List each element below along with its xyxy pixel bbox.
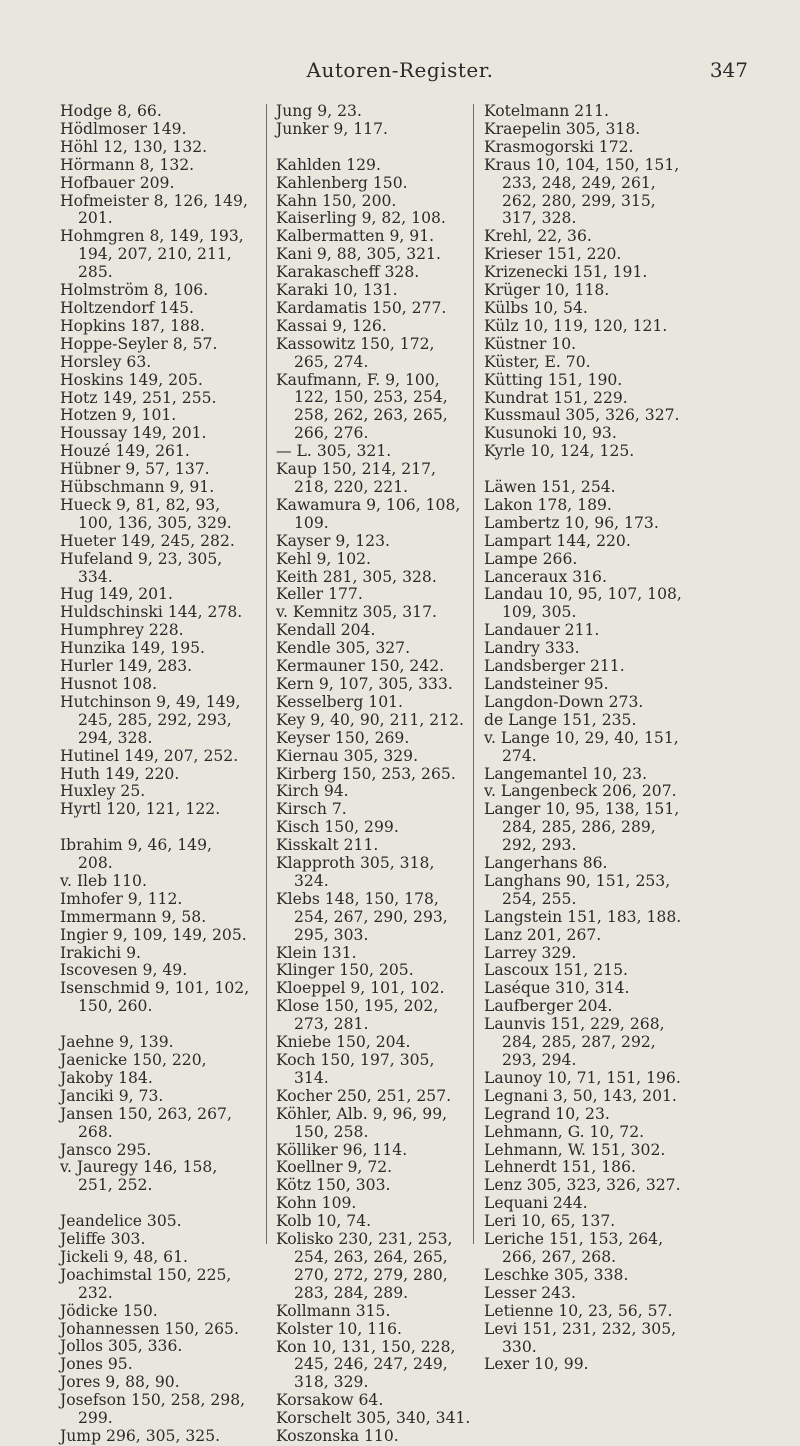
- index-entry: Hotzen 9, 101.: [60, 406, 177, 425]
- index-entry: Landauer 211.: [484, 621, 600, 640]
- index-entry: Kusunoki 10, 93.: [484, 424, 617, 443]
- index-entry: Humphrey 228.: [60, 621, 184, 640]
- index-entry: Jansen 150, 263, 267, 268.: [60, 1104, 232, 1141]
- index-entry: Külz 10, 119, 120, 121.: [484, 316, 668, 335]
- index-entry: Jansco 295.: [60, 1140, 152, 1159]
- column-divider: [473, 104, 474, 1244]
- index-entry: Legrand 10, 23.: [484, 1104, 610, 1123]
- index-entry: Hutchinson 9, 49, 149, 245, 285, 292, 293, 294, 328.: [60, 692, 241, 747]
- index-entry: Lakon 178, 189.: [484, 495, 612, 514]
- index-entry: Lesser 243.: [484, 1283, 576, 1302]
- index-entry: Langer 10, 95, 138, 151, 284, 285, 286, 289, 292, 293.: [484, 800, 680, 855]
- index-entry: Külbs 10, 54.: [484, 298, 588, 317]
- index-entry: Klose 150, 195, 202, 273, 281.: [276, 997, 439, 1034]
- index-entry: Iscovesen 9, 49.: [60, 961, 188, 980]
- index-entry: Landsberger 211.: [484, 657, 625, 676]
- index-entry: Kahlden 129.: [276, 155, 381, 174]
- index-entry: Horsley 63.: [60, 352, 152, 371]
- index-entry: Krasmogorski 172.: [484, 137, 634, 156]
- index-entry: Krüger 10, 118.: [484, 281, 610, 300]
- index-entry: Kötz 150, 303.: [276, 1176, 391, 1195]
- index-entry: — L. 305, 321.: [276, 442, 392, 461]
- index-entry: Junker 9, 117.: [276, 119, 388, 138]
- index-entry: Jickeli 9, 48, 61.: [60, 1247, 188, 1266]
- index-entry: Kyrle 10, 124, 125.: [484, 442, 635, 461]
- index-entry: Huth 149, 220.: [60, 764, 180, 783]
- index-entry: Langerhans 86.: [484, 854, 608, 873]
- index-entry: Keller 177.: [276, 585, 363, 604]
- index-entry: Küster, E. 70.: [484, 352, 591, 371]
- index-entry: Jung 9, 23.: [276, 102, 362, 120]
- index-entry: Laséque 310, 314.: [484, 979, 630, 998]
- index-entry: Langdon-Down 273.: [484, 692, 644, 711]
- index-entry: Kon 10, 131, 150, 228, 245, 246, 247, 249, 318, 329.: [276, 1337, 456, 1392]
- index-entry: Kayser 9, 123.: [276, 531, 390, 550]
- index-entry: Jores 9, 88, 90.: [60, 1373, 180, 1392]
- index-entry: Jones 95.: [60, 1355, 133, 1374]
- index-entry: Key 9, 40, 90, 211, 212.: [276, 710, 464, 729]
- index-entry: Krieser 151, 220.: [484, 245, 622, 264]
- index-entry: Lanz 201, 267.: [484, 925, 602, 944]
- index-entry: Johannessen 150, 265.: [60, 1319, 239, 1338]
- index-entry: Ingier 9, 109, 149, 205.: [60, 925, 247, 944]
- index-entry: Irakichi 9.: [60, 943, 141, 962]
- index-entry: Küstner 10.: [484, 334, 577, 353]
- index-entry: Kolster 10, 116.: [276, 1319, 402, 1338]
- index-entry: Kniebe 150, 204.: [276, 1033, 411, 1052]
- index-entry: Imhofer 9, 112.: [60, 889, 183, 908]
- index-entry: Kisch 150, 299.: [276, 818, 399, 837]
- index-entry: Huxley 25.: [60, 782, 146, 801]
- index-entry: Karaki 10, 131.: [276, 281, 398, 300]
- index-entry: Kermauner 150, 242.: [276, 657, 445, 676]
- index-entry: Langstein 151, 183, 188.: [484, 907, 682, 926]
- index-entry: Kussmaul 305, 326, 327.: [484, 406, 680, 425]
- index-entry: Hoskins 149, 205.: [60, 370, 203, 389]
- index-entry: Landau 10, 95, 107, 108, 109, 305.: [484, 585, 682, 622]
- index-entry: Leri 10, 65, 137.: [484, 1212, 616, 1231]
- index-entry: Husnot 108.: [60, 675, 158, 693]
- index-entry: Landry 333.: [484, 639, 580, 658]
- index-entry: Hopkins 187, 188.: [60, 316, 205, 335]
- index-entry: Legnani 3, 50, 143, 201.: [484, 1086, 677, 1105]
- index-entry: Kütting 151, 190.: [484, 370, 623, 389]
- index-entry: Koch 150, 197, 305, 314.: [276, 1051, 435, 1087]
- index-entry: Kardamatis 150, 277.: [276, 298, 447, 317]
- index-entry: Kocher 250, 251, 257.: [276, 1086, 452, 1105]
- index-entry: Klapproth 305, 318, 324.: [276, 854, 435, 890]
- index-entry: Kassowitz 150, 172, 265, 274.: [276, 334, 435, 371]
- index-entry: Leriche 151, 153, 264, 266, 267, 268.: [484, 1230, 664, 1266]
- index-entry: Hyrtl 120, 121, 122.: [60, 800, 221, 819]
- index-entry: Leschke 305, 338.: [484, 1265, 629, 1284]
- index-entry: Holmström 8, 106.: [60, 281, 209, 300]
- index-entry: Kaiserling 9, 82, 108.: [276, 209, 446, 228]
- index-entry: Kohn 109.: [276, 1194, 357, 1213]
- page-title: Autoren-Register.: [306, 58, 494, 82]
- index-entry: Launoy 10, 71, 151, 196.: [484, 1068, 681, 1087]
- index-entry: de Lange 151, 235.: [484, 710, 637, 729]
- index-entry: Kassai 9, 126.: [276, 316, 387, 335]
- index-entry: Jaehne 9, 139.: [60, 1033, 174, 1052]
- index-entry: Launvis 151, 229, 268, 284, 285, 287, 292, 293, 294.: [484, 1015, 665, 1070]
- index-entry: Kani 9, 88, 305, 321.: [276, 245, 441, 264]
- index-entry: Kolb 10, 74.: [276, 1212, 372, 1231]
- index-entry: Larrey 329.: [484, 943, 577, 962]
- index-entry: Klebs 148, 150, 178, 254, 267, 290, 293, 295, 303.: [276, 889, 448, 944]
- index-column-1: [60, 103, 250, 1446]
- index-entry: Kehl 9, 102.: [276, 549, 372, 568]
- index-entry: Kawamura 9, 106, 108, 109.: [276, 495, 461, 532]
- index-entry: Jödicke 150.: [60, 1301, 158, 1320]
- index-entry: Kahlenberg 150.: [276, 173, 408, 192]
- index-entry: v. Lange 10, 29, 40, 151, 274.: [484, 728, 679, 765]
- index-entry: Houzé 149, 261.: [60, 442, 190, 461]
- index-entry: Krizenecki 151, 191.: [484, 263, 648, 282]
- index-entry: Hueck 9, 81, 82, 93, 100, 136, 305, 329.: [60, 495, 232, 532]
- index-entry: Kendall 204.: [276, 621, 376, 640]
- column-divider: [266, 104, 267, 1244]
- index-entry: Hohmgren 8, 149, 193, 194, 207, 210, 211, 285.: [60, 227, 244, 282]
- index-entry: Kotelmann 211.: [484, 102, 609, 120]
- index-entry: Klinger 150, 205.: [276, 961, 414, 980]
- index-entry: Kollmann 315.: [276, 1301, 391, 1320]
- index-entry: Levi 151, 231, 232, 305, 330.: [484, 1319, 677, 1356]
- index-entry: Hofbauer 209.: [60, 173, 175, 192]
- index-entry: Kirberg 150, 253, 265.: [276, 764, 456, 783]
- index-entry: Langemantel 10, 23.: [484, 764, 648, 783]
- index-entry: Keith 281, 305, 328.: [276, 567, 437, 586]
- index-entry: Lampart 144, 220.: [484, 531, 631, 550]
- index-entry: Letienne 10, 23, 56, 57.: [484, 1301, 673, 1320]
- index-entry: Houssay 149, 201.: [60, 424, 207, 443]
- index-entry: Kölliker 96, 114.: [276, 1140, 408, 1159]
- index-entry: Kahn 150, 200.: [276, 191, 397, 210]
- index-entry: Koszonska 110.: [276, 1427, 399, 1446]
- index-entry: Hotz 149, 251, 255.: [60, 388, 217, 407]
- index-entry: Hunzika 149, 195.: [60, 639, 205, 658]
- index-entry: Hörmann 8, 132.: [60, 155, 195, 174]
- index-entry: Lascoux 151, 215.: [484, 961, 628, 980]
- index-entry: Korschelt 305, 340, 341.: [276, 1409, 471, 1428]
- index-entry: Klein 131.: [276, 943, 357, 962]
- index-entry: Kirch 94.: [276, 782, 349, 801]
- index-entry: Huldschinski 144, 278.: [60, 603, 243, 622]
- index-entry: Lenz 305, 323, 326, 327.: [484, 1176, 681, 1195]
- index-entry: Hödlmoser 149.: [60, 119, 187, 138]
- index-entry: Lexer 10, 99.: [484, 1355, 589, 1374]
- index-entry: Kloeppel 9, 101, 102.: [276, 979, 445, 998]
- index-entry: v. Kemnitz 305, 317.: [276, 603, 437, 622]
- index-entry: Kirsch 7.: [276, 800, 347, 819]
- index-entry: Holtzendorf 145.: [60, 298, 195, 317]
- index-entry: Hufeland 9, 23, 305, 334.: [60, 549, 223, 586]
- index-entry: Köhler, Alb. 9, 96, 99, 150, 258.: [276, 1104, 448, 1141]
- index-entry: Jeliffe 303.: [60, 1230, 146, 1249]
- index-entry: Hug 149, 201.: [60, 585, 173, 604]
- index-entry: Jump 296, 305, 325.: [60, 1427, 221, 1446]
- index-entry: Janciki 9, 73.: [60, 1086, 164, 1105]
- index-entry: Lampe 266.: [484, 549, 578, 568]
- index-entry: Koellner 9, 72.: [276, 1158, 393, 1177]
- index-entry: Langhans 90, 151, 253, 254, 255.: [484, 871, 671, 908]
- index-entry: v. Ileb 110.: [60, 871, 147, 890]
- index-column-3: [484, 103, 684, 1374]
- index-entry: Kundrat 151, 229.: [484, 388, 628, 407]
- index-entry: Jakoby 184.: [60, 1068, 153, 1087]
- index-entry: Jaenicke 150, 220,: [60, 1051, 207, 1069]
- index-entry: Lehmann, W. 151, 302.: [484, 1140, 666, 1159]
- index-entry: Kraus 10, 104, 150, 151, 233, 248, 249, 261, 262, 280, 299, 315, 317, 328.: [484, 155, 680, 228]
- index-entry: Lanceraux 316.: [484, 567, 607, 586]
- index-entry: Hofmeister 8, 126, 149, 201.: [60, 191, 248, 228]
- index-entry: Hodge 8, 66.: [60, 102, 162, 120]
- index-entry: Joachimstal 150, 225, 232.: [60, 1265, 232, 1302]
- index-entry: Jeandelice 305.: [60, 1212, 182, 1231]
- index-entry: Läwen 151, 254.: [484, 478, 616, 497]
- index-entry: Hoppe-Seyler 8, 57.: [60, 334, 218, 353]
- index-entry: Ibrahim 9, 46, 149, 208.: [60, 836, 212, 873]
- index-entry: Immermann 9, 58.: [60, 907, 207, 926]
- index-entry: Lambertz 10, 96, 173.: [484, 513, 659, 532]
- index-entry: Kolisko 230, 231, 253, 254, 263, 264, 265, 270, 272, 279, 280, 283, 284, 289.: [276, 1230, 453, 1302]
- index-entry: Hutinel 149, 207, 252.: [60, 746, 239, 765]
- index-entry: Hübner 9, 57, 137.: [60, 460, 210, 479]
- index-column-2: [276, 103, 472, 1446]
- index-entry: Kaufmann, F. 9, 100, 122, 150, 253, 254, 258, 262, 263, 265, 266, 276.: [276, 370, 448, 443]
- page-header: [0, 58, 800, 88]
- index-entry: Laufberger 204.: [484, 997, 613, 1016]
- index-entry: Krehl, 22, 36.: [484, 227, 592, 246]
- page-number: 347: [709, 58, 748, 82]
- index-entry: v. Langenbeck 206, 207.: [484, 782, 677, 801]
- index-entry: Kesselberg 101.: [276, 692, 404, 711]
- index-entry: Josefson 150, 258, 298, 299.: [60, 1391, 246, 1428]
- index-entry: Kendle 305, 327.: [276, 639, 411, 658]
- index-entry: Kisskalt 211.: [276, 836, 379, 855]
- index-entry: Kaup 150, 214, 217, 218, 220, 221.: [276, 460, 437, 497]
- index-entry: Karakascheff 328.: [276, 263, 420, 282]
- index-entry: v. Jauregy 146, 158, 251, 252.: [60, 1158, 218, 1195]
- index-entry: Höhl 12, 130, 132.: [60, 137, 208, 156]
- index-entry: Kraepelin 305, 318.: [484, 119, 641, 138]
- index-entry: Hübschmann 9, 91.: [60, 478, 215, 497]
- index-entry: Kern 9, 107, 305, 333.: [276, 674, 453, 693]
- index-entry: Landsteiner 95.: [484, 674, 609, 693]
- index-entry: Hueter 149, 245, 282.: [60, 531, 235, 550]
- index-entry: Korsakow 64.: [276, 1391, 384, 1410]
- index-entry: Kiernau 305, 329.: [276, 746, 419, 765]
- index-entry: Lequani 244.: [484, 1194, 588, 1213]
- index-entry: Lehmann, G. 10, 72.: [484, 1122, 645, 1141]
- index-entry: Kalbermatten 9, 91.: [276, 227, 435, 246]
- index-entry: Keyser 150, 269.: [276, 728, 410, 747]
- index-entry: Jollos 305, 336.: [60, 1337, 183, 1356]
- index-entry: Hurler 149, 283.: [60, 657, 193, 676]
- index-entry: Lehnerdt 151, 186.: [484, 1158, 636, 1177]
- index-entry: Isenschmid 9, 101, 102, 150, 260.: [60, 979, 250, 1016]
